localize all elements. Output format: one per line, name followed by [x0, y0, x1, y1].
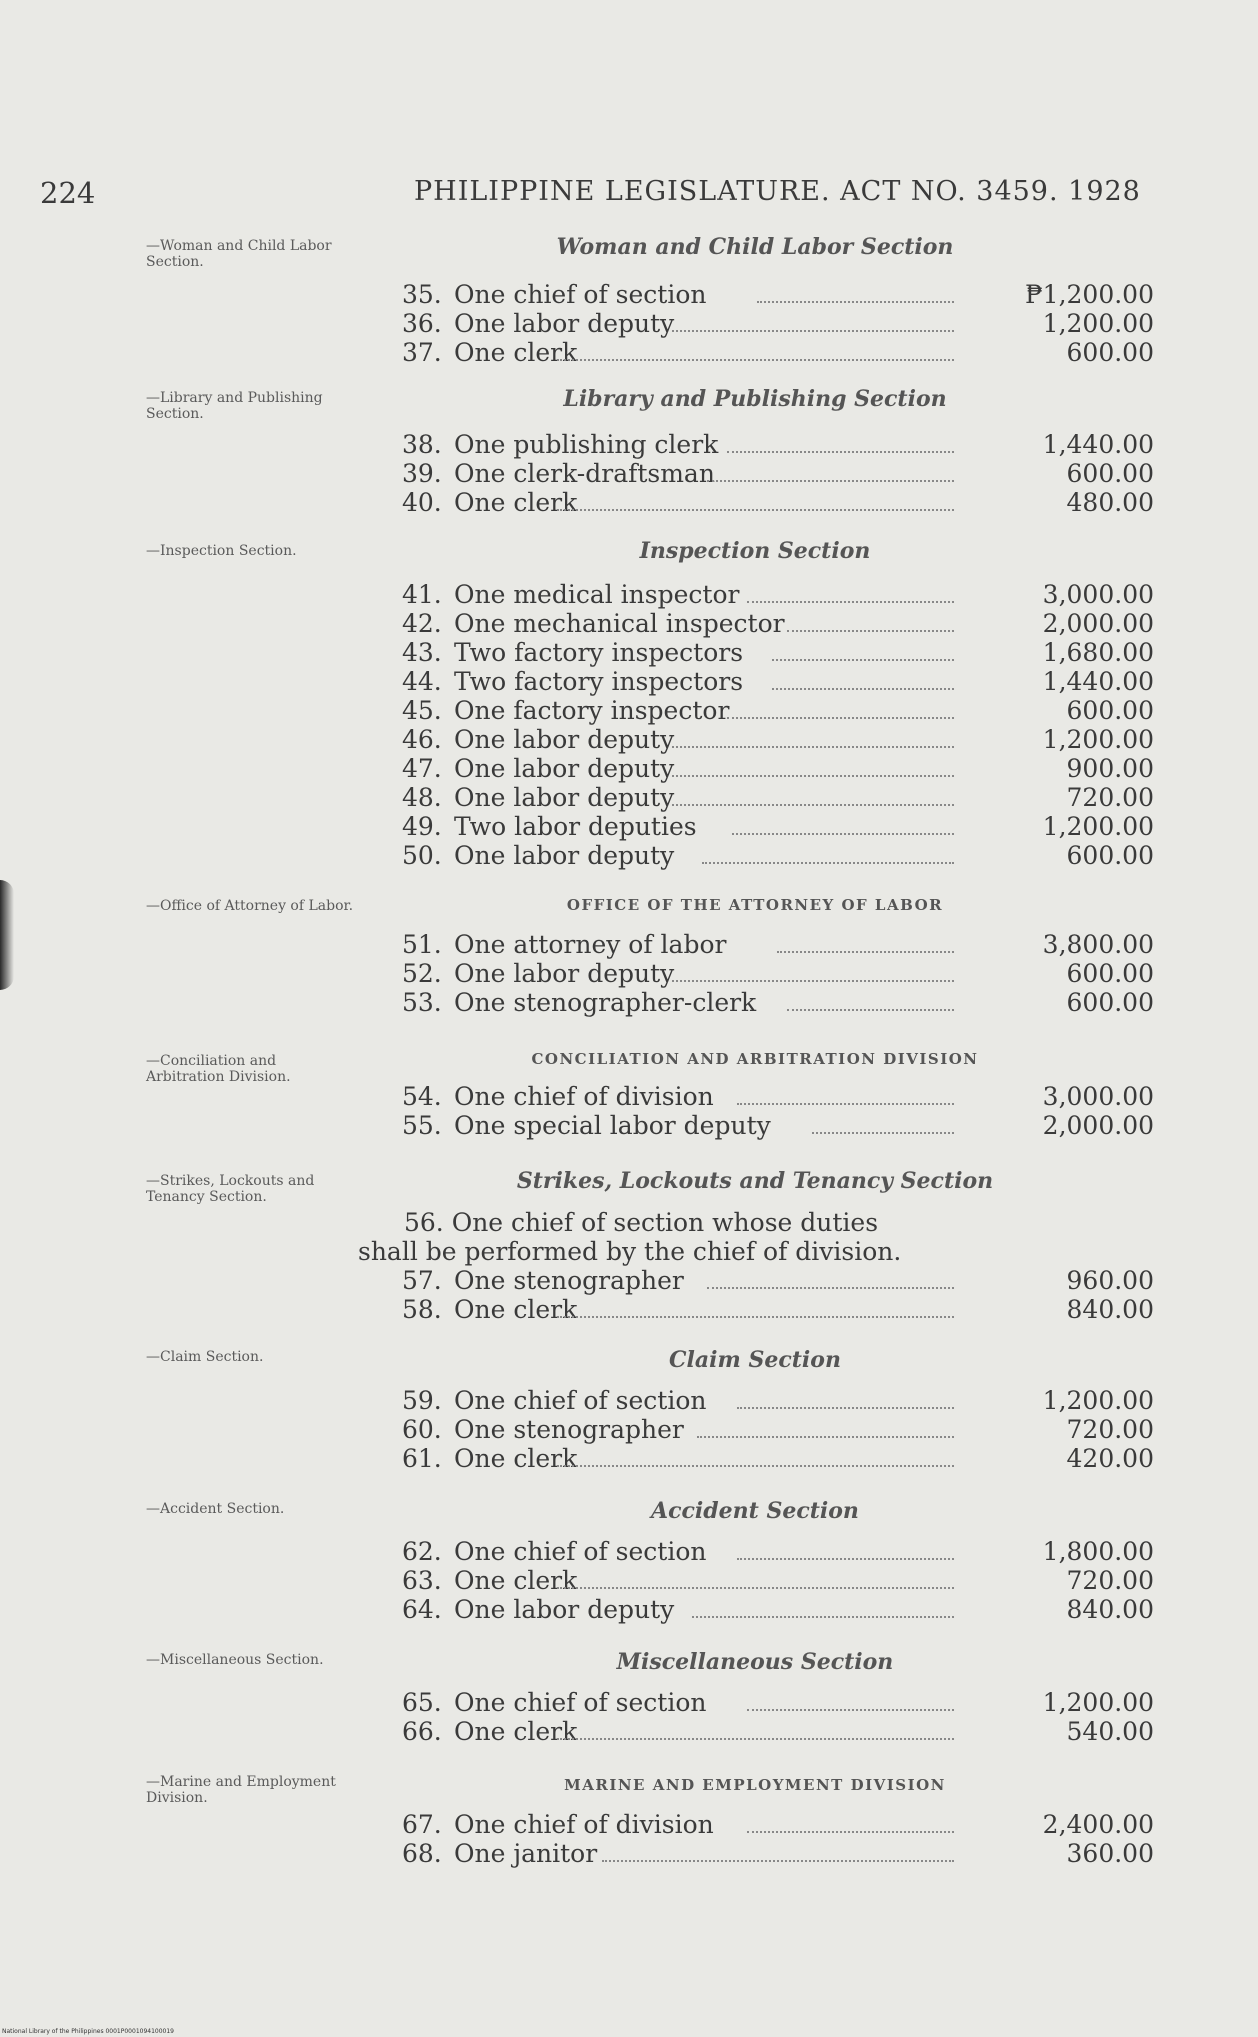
entry-number: 67.	[402, 1810, 442, 1839]
entry-description: One labor deputy	[454, 1595, 675, 1624]
entry-amount: 600.00	[1066, 338, 1154, 367]
entry-description: Two factory inspectors	[454, 638, 744, 667]
leader-dots	[772, 686, 954, 690]
leader-dots	[557, 507, 954, 511]
leader-dots	[672, 744, 954, 748]
leader-dots	[772, 657, 954, 661]
leader-dots	[812, 1130, 954, 1134]
leader-dots	[777, 949, 954, 953]
entry-row	[402, 430, 1154, 459]
entry-amount: 2,400.00	[1042, 1810, 1154, 1839]
entry-row	[402, 667, 1154, 696]
entry-number: 39.	[402, 459, 442, 488]
entry-number: 60.	[402, 1415, 442, 1444]
entry-row	[402, 754, 1154, 783]
entry-row	[402, 1595, 1154, 1624]
entry-number: 48.	[402, 783, 442, 812]
entry-amount: 480.00	[1066, 488, 1154, 517]
entry-description: One chief of division	[454, 1810, 714, 1839]
entry-amount: 2,000.00	[1042, 1111, 1154, 1140]
entry-description: One chief of section	[454, 280, 707, 309]
footer-credit: National Library of the Philippines 0001P0001094100019	[2, 2028, 174, 2035]
leader-dots	[727, 715, 954, 719]
entry-row	[402, 1839, 1154, 1868]
entry-number: 37.	[402, 338, 442, 367]
entry-row	[402, 1082, 1154, 1111]
entry-number: 57.	[402, 1266, 442, 1295]
entry-amount: 720.00	[1066, 1415, 1154, 1444]
entry-amount: 1,200.00	[1042, 1386, 1154, 1415]
entry-row	[402, 1266, 1154, 1295]
entry-amount: 1,200.00	[1042, 725, 1154, 754]
entry-row	[402, 841, 1154, 870]
entry-number: 62.	[402, 1537, 442, 1566]
entry-amount: 1,200.00	[1042, 309, 1154, 338]
entry-number: 50.	[402, 841, 442, 870]
entry-description: One clerk	[454, 1444, 578, 1473]
entry-amount: 1,800.00	[1042, 1537, 1154, 1566]
leader-dots	[672, 978, 954, 982]
leader-dots	[672, 328, 954, 332]
leader-dots	[787, 1007, 954, 1011]
entry-row	[402, 638, 1154, 667]
entry-description: One chief of division	[454, 1082, 714, 1111]
entry-description: One clerk	[454, 1566, 578, 1595]
entry-number: 51.	[402, 930, 442, 959]
entry-amount: ₱1,200.00	[1025, 280, 1154, 309]
page-number: 224	[40, 176, 96, 210]
margin-note-conciliation: —Conciliation and Arbitration Division.	[146, 1053, 291, 1085]
entry-number: 55.	[402, 1111, 442, 1140]
entry-description: One stenographer	[454, 1266, 684, 1295]
entry-row	[402, 309, 1154, 338]
leader-dots	[557, 1314, 954, 1318]
entry-description: Two factory inspectors	[454, 667, 744, 696]
entry-number: 36.	[402, 309, 442, 338]
entry-number: 41.	[402, 580, 442, 609]
entry-number: 52.	[402, 959, 442, 988]
running-head: PHILIPPINE LEGISLATURE. ACT NO. 3459. 1928	[414, 176, 1141, 207]
entry-description: One attorney of labor	[454, 930, 727, 959]
entry-number: 38.	[402, 430, 442, 459]
leader-dots	[557, 1463, 954, 1467]
entry-amount: 600.00	[1066, 841, 1154, 870]
item-56-line-2: shall be performed by the chief of division.	[358, 1237, 902, 1266]
leader-dots	[672, 773, 954, 777]
leader-dots	[732, 831, 954, 835]
entry-row	[402, 1111, 1154, 1140]
heading-inspection: Inspection Section	[639, 538, 871, 564]
entry-row	[402, 1810, 1154, 1839]
heading-accident: Accident Section	[651, 1498, 859, 1524]
entry-amount: 600.00	[1066, 988, 1154, 1017]
entry-row	[402, 338, 1154, 367]
entry-amount: 3,000.00	[1042, 580, 1154, 609]
entry-row	[402, 280, 1154, 309]
entry-number: 49.	[402, 812, 442, 841]
item-56-paragraph	[358, 1208, 958, 1266]
entry-description: One labor deputy	[454, 309, 675, 338]
leader-dots	[602, 1858, 954, 1862]
entry-description: One publishing clerk	[454, 430, 719, 459]
entry-amount: 1,440.00	[1042, 667, 1154, 696]
entry-number: 40.	[402, 488, 442, 517]
leader-dots	[707, 478, 954, 482]
leader-dots	[727, 449, 954, 453]
entry-amount: 720.00	[1066, 783, 1154, 812]
leader-dots	[707, 1285, 954, 1289]
margin-note-inspection: —Inspection Section.	[146, 543, 297, 559]
entry-row	[402, 609, 1154, 638]
entry-number: 58.	[402, 1295, 442, 1324]
leader-dots	[757, 299, 954, 303]
entry-amount: 1,200.00	[1042, 1688, 1154, 1717]
entry-row	[402, 1717, 1154, 1746]
entry-number: 53.	[402, 988, 442, 1017]
entry-description: One clerk	[454, 1295, 578, 1324]
entry-number: 35.	[402, 280, 442, 309]
entry-amount: 600.00	[1066, 459, 1154, 488]
leader-dots	[557, 1585, 954, 1589]
entry-description: One chief of section	[454, 1537, 707, 1566]
margin-note-accident: —Accident Section.	[146, 1501, 285, 1517]
entry-amount: 840.00	[1066, 1595, 1154, 1624]
entry-row	[402, 696, 1154, 725]
entry-description: One labor deputy	[454, 959, 675, 988]
leader-dots	[747, 1707, 954, 1711]
entry-description: One mechanical inspector	[454, 609, 785, 638]
scan-edge-shadow	[0, 880, 14, 990]
entry-amount: 600.00	[1066, 696, 1154, 725]
leader-dots	[737, 1101, 954, 1105]
entry-number: 63.	[402, 1566, 442, 1595]
margin-note-miscellaneous: —Miscellaneous Section.	[146, 1652, 324, 1668]
leader-dots	[737, 1405, 954, 1409]
entry-description: One clerk	[454, 1717, 578, 1746]
entry-number: 45.	[402, 696, 442, 725]
entry-row	[402, 988, 1154, 1017]
entry-number: 54.	[402, 1082, 442, 1111]
entry-amount: 840.00	[1066, 1295, 1154, 1324]
entry-description: One clerk-draftsman	[454, 459, 715, 488]
entry-number: 65.	[402, 1688, 442, 1717]
entry-row	[402, 930, 1154, 959]
entry-description: One medical inspector	[454, 580, 740, 609]
entry-row	[402, 812, 1154, 841]
entry-number: 46.	[402, 725, 442, 754]
entry-row	[402, 1415, 1154, 1444]
entry-amount: 960.00	[1066, 1266, 1154, 1295]
item-56-line-1: 56. One chief of section whose duties	[404, 1208, 879, 1237]
entry-row	[402, 488, 1154, 517]
entry-description: One stenographer	[454, 1415, 684, 1444]
leader-dots	[787, 628, 954, 632]
leader-dots	[557, 1736, 954, 1740]
entry-row	[402, 580, 1154, 609]
entry-row	[402, 959, 1154, 988]
leader-dots	[747, 1829, 954, 1833]
entry-row	[402, 459, 1154, 488]
entry-description: One janitor	[454, 1839, 598, 1868]
leader-dots	[557, 357, 954, 361]
entry-description: One factory inspector	[454, 696, 730, 725]
entry-row	[402, 1537, 1154, 1566]
entry-amount: 600.00	[1066, 959, 1154, 988]
entry-description: One chief of section	[454, 1386, 707, 1415]
leader-dots	[672, 802, 954, 806]
entry-row	[402, 1444, 1154, 1473]
entry-number: 61.	[402, 1444, 442, 1473]
leader-dots	[702, 860, 954, 864]
entry-number: 68.	[402, 1839, 442, 1868]
entry-amount: 360.00	[1066, 1839, 1154, 1868]
heading-conciliation: CONCILIATION AND ARBITRATION DIVISION	[531, 1050, 979, 1068]
margin-note-attorney: —Office of Attorney of Labor.	[146, 898, 354, 914]
entry-description: One clerk	[454, 488, 578, 517]
entry-row	[402, 1688, 1154, 1717]
entry-amount: 540.00	[1066, 1717, 1154, 1746]
leader-dots	[737, 1556, 954, 1560]
entry-number: 66.	[402, 1717, 442, 1746]
leader-dots	[692, 1614, 954, 1618]
entry-description: One stenographer-clerk	[454, 988, 757, 1017]
entry-amount: 1,440.00	[1042, 430, 1154, 459]
entry-number: 43.	[402, 638, 442, 667]
entry-row	[402, 725, 1154, 754]
heading-library: Library and Publishing Section	[563, 386, 947, 412]
entry-number: 44.	[402, 667, 442, 696]
margin-note-claim: —Claim Section.	[146, 1349, 264, 1365]
entry-description: One labor deputy	[454, 841, 675, 870]
heading-claim: Claim Section	[669, 1347, 841, 1373]
heading-marine: MARINE AND EMPLOYMENT DIVISION	[564, 1776, 946, 1794]
entry-amount: 1,680.00	[1042, 638, 1154, 667]
entry-amount: 1,200.00	[1042, 812, 1154, 841]
margin-note-library: —Library and Publishing Section.	[146, 390, 323, 422]
entry-row	[402, 783, 1154, 812]
entry-number: 59.	[402, 1386, 442, 1415]
entry-amount: 3,800.00	[1042, 930, 1154, 959]
margin-note-woman-child: —Woman and Child Labor Section.	[146, 238, 332, 270]
entry-amount: 720.00	[1066, 1566, 1154, 1595]
entry-amount: 2,000.00	[1042, 609, 1154, 638]
entry-description: One special labor deputy	[454, 1111, 771, 1140]
entry-amount: 3,000.00	[1042, 1082, 1154, 1111]
entry-number: 64.	[402, 1595, 442, 1624]
heading-woman-child: Woman and Child Labor Section	[556, 234, 954, 260]
margin-note-strikes: —Strikes, Lockouts and Tenancy Section.	[146, 1173, 315, 1205]
entry-amount: 900.00	[1066, 754, 1154, 783]
heading-miscellaneous: Miscellaneous Section	[616, 1649, 894, 1675]
heading-strikes: Strikes, Lockouts and Tenancy Section	[516, 1168, 994, 1194]
heading-attorney: OFFICE OF THE ATTORNEY OF LABOR	[566, 896, 944, 914]
entry-description: One labor deputy	[454, 725, 675, 754]
entry-description: One labor deputy	[454, 754, 675, 783]
entry-number: 47.	[402, 754, 442, 783]
entry-description: One chief of section	[454, 1688, 707, 1717]
margin-note-marine: —Marine and Employment Division.	[146, 1774, 336, 1806]
entry-row	[402, 1295, 1154, 1324]
entry-description: Two labor deputies	[454, 812, 697, 841]
entry-amount: 420.00	[1066, 1444, 1154, 1473]
entry-description: One clerk	[454, 338, 578, 367]
entry-row	[402, 1566, 1154, 1595]
entry-number: 42.	[402, 609, 442, 638]
entry-row	[402, 1386, 1154, 1415]
leader-dots	[747, 599, 954, 603]
leader-dots	[697, 1434, 954, 1438]
entry-description: One labor deputy	[454, 783, 675, 812]
